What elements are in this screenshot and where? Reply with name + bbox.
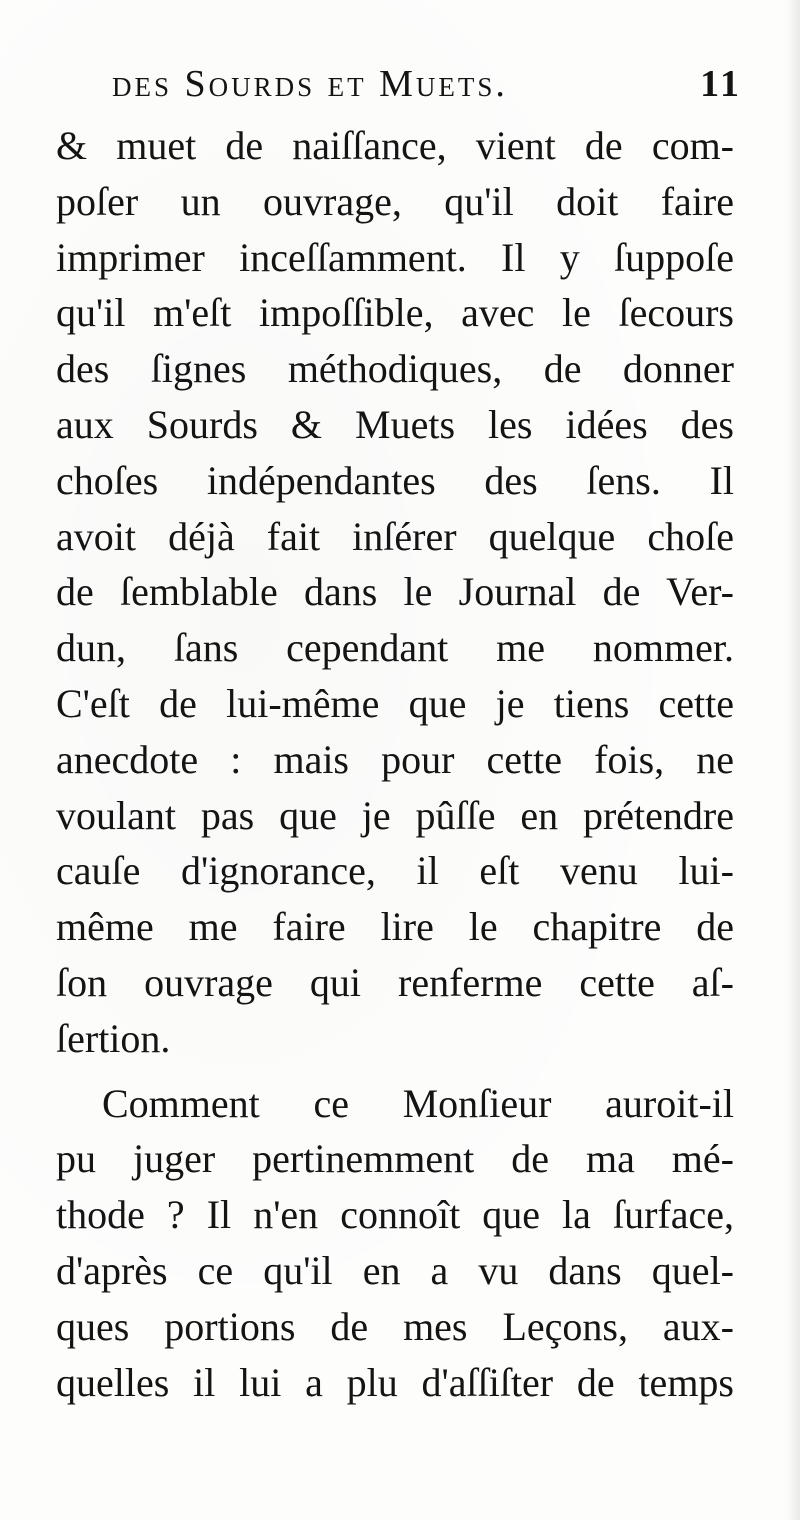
page-number: 11	[700, 63, 742, 105]
text-line: aux Sourds & Muets les idées des	[56, 401, 734, 447]
text-line: dun, ſans cependant me nommer.	[56, 625, 734, 671]
text-line: ſertion.	[56, 1015, 171, 1061]
text-line: poſer un ouvrage, qu'il doit faire	[56, 178, 734, 224]
page-edge-shadow	[786, 0, 800, 1520]
text-line: anecdote : mais pour cette fois, ne	[56, 736, 734, 782]
text-line: cauſe d'ignorance, il eſt venu lui-	[56, 848, 734, 894]
text-line: Comment ce Monſieur auroit-il	[102, 1080, 734, 1126]
text-line: C'eſt de lui-même que je tiens cette	[56, 680, 734, 726]
text-line: imprimer inceſſamment. Il y ſuppoſe	[56, 234, 734, 280]
paragraph-1	[56, 118, 734, 1067]
paragraph-2	[56, 1076, 734, 1411]
text-line: de ſemblable dans le Journal de Ver-	[56, 569, 734, 615]
body-text	[56, 118, 734, 1410]
running-head	[112, 62, 742, 112]
text-line: des ſignes méthodiques, de donner	[56, 346, 734, 392]
text-line: qu'il m'eſt impoſſible, avec le ſecours	[56, 290, 734, 336]
text-line: & muet de naiſſance, vient de com-	[56, 123, 734, 168]
text-line: avoit déjà fait inſérer quelque choſe	[56, 513, 734, 559]
text-line: pu juger pertinemment de ma mé-	[56, 1136, 734, 1182]
paragraph-break	[56, 1067, 734, 1076]
text-line: ques portions de mes Leçons, aux-	[56, 1303, 734, 1349]
text-line: d'après ce qu'il en a vu dans quel-	[56, 1247, 734, 1293]
running-head-title: des Sourds et Muets.	[112, 63, 508, 105]
text-line: thode ? Il n'en connoît que la ſurface,	[56, 1192, 734, 1238]
text-line: ſon ouvrage qui renferme cette aſ-	[56, 959, 734, 1005]
text-line: choſes indépendantes des ſens. Il	[56, 457, 734, 503]
text-line: même me faire lire le chapitre de	[56, 904, 734, 950]
text-line: voulant pas que je pûſſe en prétendre	[56, 792, 734, 838]
text-line: quelles il lui a plu d'aſſiſter de temps	[56, 1359, 734, 1405]
